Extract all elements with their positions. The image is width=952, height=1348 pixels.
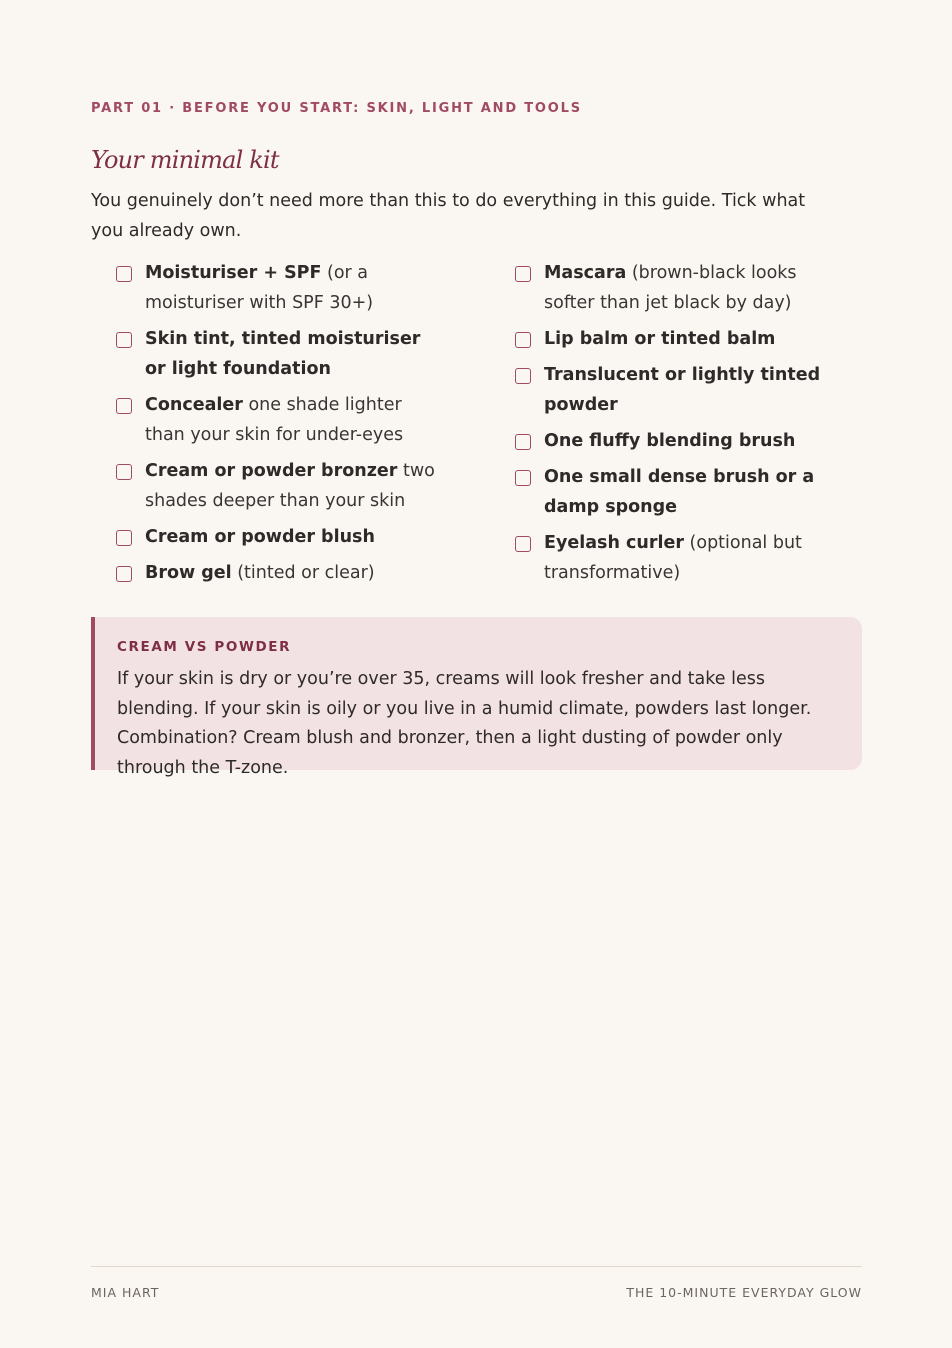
item-name: Mascara	[544, 263, 627, 283]
checklist-item	[116, 558, 446, 588]
item-note: two shades deeper than your skin	[145, 461, 435, 511]
item-name: Skin tint, tinted moisturiser or light foundation	[145, 329, 421, 379]
item-name: One fluffy blending brush	[544, 431, 796, 451]
footer-divider	[91, 1266, 862, 1267]
checkbox[interactable]	[116, 464, 132, 480]
item-note: (optional but transformative)	[544, 533, 802, 583]
section-eyebrow: PART 01 · BEFORE YOU START: SKIN, LIGHT AND TOOLS	[91, 101, 582, 116]
item-note: one shade lighter than your skin for under-eyes	[145, 395, 404, 445]
checkbox[interactable]	[515, 470, 531, 486]
item-note: (brown-black looks softer than jet black by day)	[544, 263, 797, 313]
checklist-item	[515, 360, 845, 420]
callout-label: CREAM VS POWDER	[117, 639, 292, 655]
item-name: Eyelash curler	[544, 533, 684, 553]
checklist-item	[116, 324, 446, 384]
item-name: Translucent or lightly tinted powder	[544, 365, 821, 415]
checklist-item	[515, 528, 845, 588]
footer-book-title: THE 10-MINUTE EVERYDAY GLOW	[626, 1285, 862, 1300]
checkbox[interactable]	[116, 332, 132, 348]
checkbox[interactable]	[116, 566, 132, 582]
checkbox[interactable]	[515, 368, 531, 384]
checklist-left-column	[116, 258, 446, 594]
tip-callout	[91, 617, 862, 778]
checklist-item	[515, 258, 845, 318]
checkbox[interactable]	[515, 266, 531, 282]
checklist-right-column	[515, 258, 845, 594]
checklist-item	[116, 390, 446, 450]
checkbox[interactable]	[116, 398, 132, 414]
checklist-item	[515, 426, 845, 456]
item-name: One small dense brush or a damp sponge	[544, 467, 815, 517]
footer-author: MIA HART	[91, 1285, 160, 1300]
item-name: Moisturiser + SPF	[145, 263, 322, 283]
callout-text: If your skin is dry or you’re over 35, creams will look fresher and take less blending. If your skin is oily or you live in a humid climate, powders last longer. Combination? Cream blush and bronzer, then a light dusting of powder only through the T-zone.	[117, 669, 812, 778]
item-name: Cream or powder blush	[145, 527, 375, 547]
checklist-item	[515, 324, 845, 354]
checklist-item	[116, 522, 446, 552]
item-name: Lip balm or tinted balm	[544, 329, 776, 349]
checkbox[interactable]	[116, 266, 132, 282]
item-name: Brow gel	[145, 563, 232, 583]
item-name: Concealer	[145, 395, 243, 415]
page	[91, 0, 862, 1348]
item-note: (tinted or clear)	[231, 563, 375, 583]
checkbox[interactable]	[116, 530, 132, 546]
item-name: Cream or powder bronzer	[145, 461, 398, 481]
item-note: (or a moisturiser with SPF 30+)	[145, 263, 374, 313]
checklist-item	[515, 462, 845, 522]
checkbox[interactable]	[515, 332, 531, 348]
checklist-item	[116, 456, 446, 516]
section-title: Your minimal kit	[91, 146, 279, 174]
intro-paragraph: You genuinely don’t need more than this to do everything in this guide. Tick what you already own.	[91, 191, 806, 241]
checklist-item	[116, 258, 446, 318]
checkbox[interactable]	[515, 536, 531, 552]
checkbox[interactable]	[515, 434, 531, 450]
